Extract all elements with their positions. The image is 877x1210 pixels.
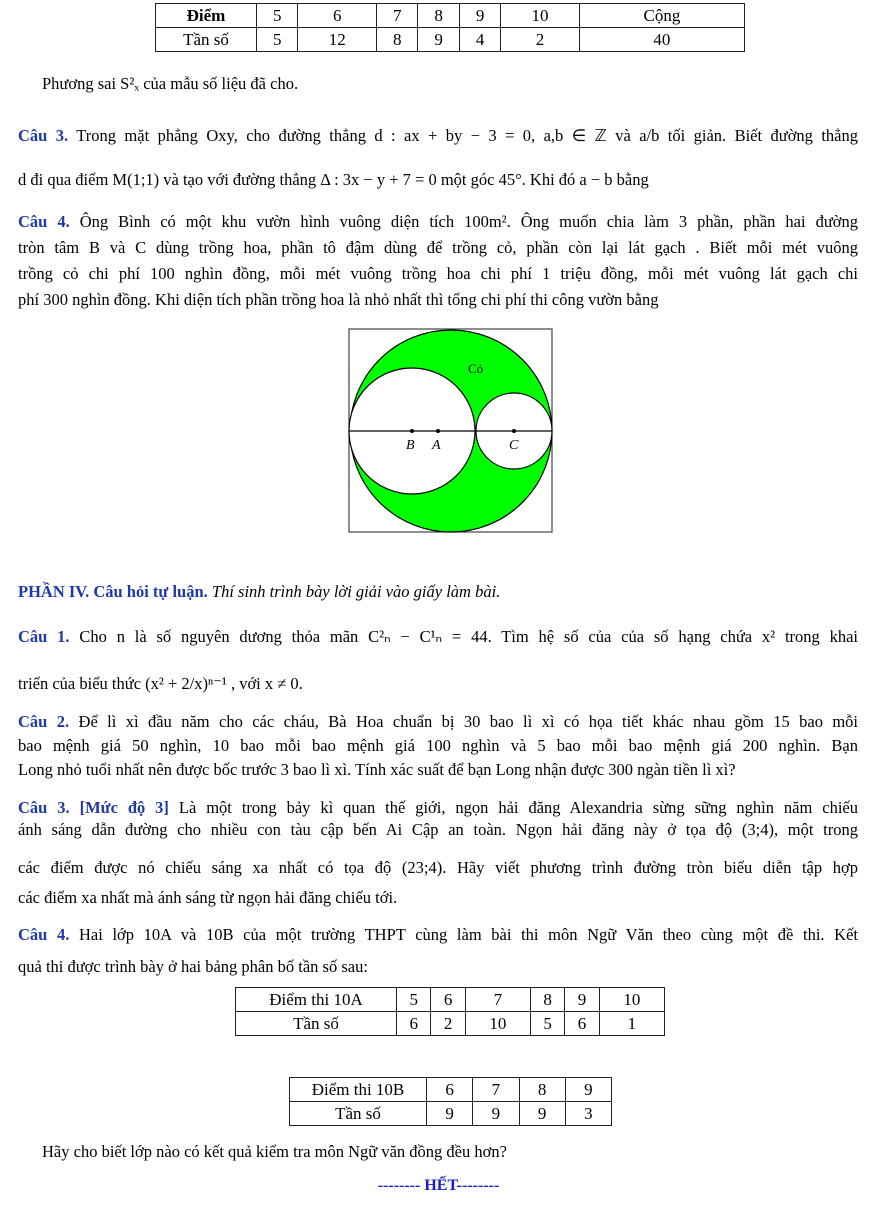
table-row xyxy=(156,28,745,52)
table-cell: Cộng xyxy=(579,4,744,28)
table-cell: 6 xyxy=(565,1012,599,1036)
table-cell: 7 xyxy=(473,1078,519,1102)
part-instruction: Thí sinh trình bày lời giải vào giấy làm bài. xyxy=(211,582,501,601)
label-a: A xyxy=(432,438,441,453)
table-cell: Điểm thi 10A xyxy=(236,988,397,1012)
table-cell: 6 xyxy=(397,1012,431,1036)
table-row xyxy=(236,1012,665,1036)
part4-question-3-line-2: ánh sáng dẫn đường cho nhiều con tàu cập bến Ai Cập an toàn. Ngọn hải đăng này ở tọa độ (3;4), một trong xyxy=(18,820,858,839)
point-c xyxy=(512,429,516,433)
part-4-heading xyxy=(18,582,858,602)
table-header-row xyxy=(156,4,745,28)
table-cell: 5 xyxy=(257,4,298,28)
table-cell: 2 xyxy=(501,28,580,52)
part4-question-1-line-2: triển của biểu thức (x² + 2/x)ⁿ⁻¹ , với x ≠ 0. xyxy=(18,674,303,693)
table-cell: 9 xyxy=(418,28,459,52)
question-text: Để lì xì đầu năm cho các cháu, Bà Hoa chuẩn bị 30 bao lì xì có họa tiết khác nhau gồm 15 bao mỗi xyxy=(78,712,859,731)
question-label: Câu 3. xyxy=(18,798,70,817)
part4-question-3-line-4: các điểm xa nhất mà ánh sáng từ ngọn hải đăng chiếu tới. xyxy=(18,888,398,907)
part4-question-1-line-1 xyxy=(18,627,858,647)
table-cell: 6 xyxy=(427,1078,473,1102)
grass-label: Cỏ xyxy=(468,361,484,376)
part4-question-4-line-1 xyxy=(18,925,858,945)
difficulty-level: [Mức độ 3] xyxy=(79,798,169,817)
garden-diagram xyxy=(337,318,567,553)
table-cell: 1 xyxy=(599,1012,664,1036)
table-cell: 3 xyxy=(565,1102,611,1126)
part4-question-3-line-3: các điểm được nó chiếu sáng xa nhất có tọa độ (23;4). Hãy viết phương trình đường tròn biểu diễn tập hợp xyxy=(18,858,858,877)
table-10a xyxy=(235,987,665,1036)
table-row xyxy=(290,1102,612,1126)
table-10b xyxy=(289,1077,612,1126)
table-cell: 8 xyxy=(376,28,417,52)
label-c: C xyxy=(509,438,519,453)
table-cell: 12 xyxy=(298,28,377,52)
table-cell: 2 xyxy=(431,1012,465,1036)
question-4-line-3: trồng cỏ chi phí 100 nghìn đồng, mỗi mét vuông trồng hoa chi phí 1 triệu đồng, mỗi mét vuông lát gạch chi xyxy=(18,264,858,283)
table-header-row xyxy=(236,988,665,1012)
table-cell: 5 xyxy=(397,988,431,1012)
table-cell: Điểm thi 10B xyxy=(290,1078,427,1102)
variance-line: Phương sai S²ₓ của mẫu số liệu đã cho. xyxy=(42,74,299,93)
end-mark: -------- HẾT-------- xyxy=(377,1177,500,1194)
table-cell: 8 xyxy=(418,4,459,28)
question-label: Câu 4. xyxy=(18,212,70,231)
question-text: Là một trong bảy kì quan thế giới, ngọn hải đăng Alexandria sừng sững nghìn năm chiếu xyxy=(178,798,858,817)
table-cell: 9 xyxy=(427,1102,473,1126)
question-text: Ông Bình có một khu vườn hình vuông diện tích 100m². Ông muốn chia làm 3 phần, phần hai đường xyxy=(79,212,858,231)
question-4-line-4: phí 300 nghìn đồng. Khi diện tích phần trồng hoa là nhỏ nhất thì tổng chi phí thi công vườn bằng xyxy=(18,290,659,309)
question-label: Câu 3. xyxy=(18,126,69,145)
table-cell: 9 xyxy=(473,1102,519,1126)
question-3-line-1 xyxy=(18,126,858,146)
table-cell: Tần số xyxy=(236,1012,397,1036)
question-4-line-1 xyxy=(18,212,858,232)
part4-question-2-line-1 xyxy=(18,712,858,732)
table-cell: 10 xyxy=(501,4,580,28)
table-cell: 4 xyxy=(459,28,500,52)
table-cell: 9 xyxy=(565,1078,611,1102)
part4-question-3-line-1 xyxy=(18,798,858,818)
table-cell: Điểm xyxy=(156,4,257,28)
table-header-row xyxy=(290,1078,612,1102)
table-cell: 10 xyxy=(599,988,664,1012)
frequency-table xyxy=(155,3,745,52)
table-cell: Tần số xyxy=(156,28,257,52)
question-text: Cho n là số nguyên dương thỏa mãn C²ₙ − C¹ₙ = 44. Tìm hệ số của của số hạng chứa x² trong khai xyxy=(79,627,859,646)
question-4-line-2: tròn tâm B và C dùng trồng hoa, phần tô đậm dùng để trồng cỏ, phần còn lại lát gạch . Biết mỗi mét vuông xyxy=(18,238,858,257)
question-text: Trong mặt phẳng Oxy, cho đường thẳng d : ax + by − 3 = 0, a,b ∈ ℤ và a/b tối giản. Biết đường thẳng xyxy=(76,126,858,145)
question-text: Hai lớp 10A và 10B của một trường THPT cùng làm bài thi môn Ngữ Văn theo cùng một đề thi. Kết xyxy=(79,925,858,944)
table-cell: 6 xyxy=(431,988,465,1012)
table-cell: 7 xyxy=(465,988,530,1012)
question-label: Câu 4. xyxy=(18,925,70,944)
part4-question-2-line-2: bao mệnh giá 50 nghìn, 10 bao mỗi bao mệnh giá 100 nghìn và 5 bao mỗi bao mệnh giá 200 nghìn. Bạn xyxy=(18,736,858,755)
question-label: Câu 1. xyxy=(18,627,70,646)
table-cell: Tần số xyxy=(290,1102,427,1126)
table-cell: 9 xyxy=(519,1102,565,1126)
table-cell: 40 xyxy=(579,28,744,52)
question-label: Câu 2. xyxy=(18,712,70,731)
point-a xyxy=(436,429,440,433)
part-title: PHẦN IV. Câu hỏi tự luận. xyxy=(18,582,208,601)
point-b xyxy=(410,429,414,433)
table-cell: 9 xyxy=(565,988,599,1012)
part4-question-2-line-3: Long nhỏ tuổi nhất nên được bốc trước 3 bao lì xì. Tính xác suất để bạn Long nhận được 300 ngàn tiền lì xì? xyxy=(18,760,736,779)
question-3-line-2: d đi qua điểm M(1;1) và tạo với đường thẳng Δ : 3x − y + 7 = 0 một góc 45°. Khi đó a − b bằng xyxy=(18,170,649,189)
label-b: B xyxy=(406,438,415,453)
table-cell: 8 xyxy=(530,988,564,1012)
table-cell: 9 xyxy=(459,4,500,28)
table-cell: 8 xyxy=(519,1078,565,1102)
table-cell: 7 xyxy=(376,4,417,28)
table-cell: 5 xyxy=(257,28,298,52)
part4-question-4-line-2: quả thi được trình bày ở hai bảng phân bố tần số sau: xyxy=(18,957,368,976)
table-cell: 6 xyxy=(298,4,377,28)
final-question: Hãy cho biết lớp nào có kết quả kiểm tra môn Ngữ văn đồng đều hơn? xyxy=(42,1142,507,1161)
table-cell: 5 xyxy=(530,1012,564,1036)
table-cell: 10 xyxy=(465,1012,530,1036)
